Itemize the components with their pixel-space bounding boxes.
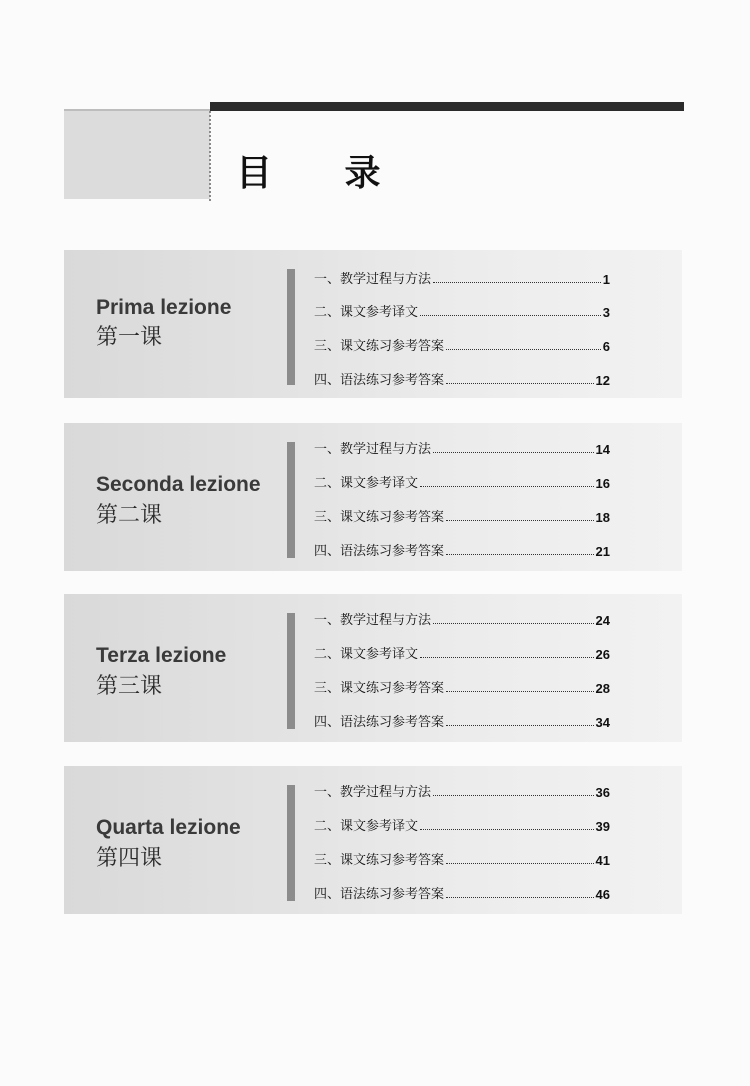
lesson-section (64, 423, 682, 571)
dot-leader (433, 795, 594, 796)
toc-entry-label: 一、教学过程与方法 (314, 442, 432, 457)
lesson-chinese-title: 第一课 (96, 325, 163, 350)
toc-entry-page: 12 (595, 373, 610, 388)
toc-entry-page: 46 (595, 887, 610, 902)
toc-entry-page: 26 (595, 647, 610, 662)
toc-entry[interactable] (314, 537, 610, 559)
header-rule-bar (210, 102, 684, 111)
header-dotted-divider (209, 111, 211, 201)
lesson-title: Seconda lezione (96, 473, 261, 496)
lesson-title: Prima lezione (96, 296, 232, 319)
toc-entry-page: 18 (595, 510, 610, 525)
lesson-section (64, 250, 682, 398)
lesson-section (64, 594, 682, 742)
toc-entry[interactable] (314, 366, 610, 388)
toc-entry-label: 四、语法练习参考答案 (314, 373, 445, 388)
toc-entry-page: 21 (595, 544, 610, 559)
toc-entry-page: 16 (595, 476, 610, 491)
header-gray-block (64, 111, 210, 199)
toc-entry-page: 36 (595, 785, 610, 800)
dot-leader (433, 623, 594, 624)
toc-entry[interactable] (314, 332, 610, 354)
toc-entry[interactable] (314, 469, 610, 491)
toc-entry[interactable] (314, 812, 610, 834)
lesson-chinese-title: 第四课 (96, 846, 163, 871)
lesson-title: Quarta lezione (96, 816, 241, 839)
toc-entry[interactable] (314, 880, 610, 902)
toc-entry[interactable] (314, 435, 610, 457)
toc-entry[interactable] (314, 503, 610, 525)
toc-entry[interactable] (314, 265, 610, 287)
toc-entry-page: 24 (595, 613, 610, 628)
section-vertical-bar (287, 785, 295, 901)
toc-entry[interactable] (314, 778, 610, 800)
dot-leader (420, 315, 601, 316)
dot-leader (446, 554, 594, 555)
dot-leader (433, 452, 594, 453)
toc-entry-label: 二、课文参考译文 (314, 305, 419, 320)
dot-leader (446, 725, 594, 726)
toc-entry-label: 三、课文练习参考答案 (314, 853, 445, 868)
toc-entry-page: 6 (602, 339, 610, 354)
section-vertical-bar (287, 269, 295, 385)
dot-leader (446, 863, 594, 864)
toc-entry-page: 3 (602, 305, 610, 320)
page-title: 目 录 (236, 153, 411, 194)
toc-entry-label: 二、课文参考译文 (314, 819, 419, 834)
toc-entry-label: 三、课文练习参考答案 (314, 681, 445, 696)
dot-leader (420, 657, 594, 658)
toc-entry[interactable] (314, 640, 610, 662)
dot-leader (420, 486, 594, 487)
toc-entry-label: 一、教学过程与方法 (314, 613, 432, 628)
dot-leader (446, 520, 594, 521)
toc-entry-label: 四、语法练习参考答案 (314, 715, 445, 730)
toc-entry-page: 39 (595, 819, 610, 834)
toc-entry-label: 四、语法练习参考答案 (314, 887, 445, 902)
section-vertical-bar (287, 613, 295, 729)
toc-entry-label: 一、教学过程与方法 (314, 785, 432, 800)
toc-entry-page: 34 (595, 715, 610, 730)
toc-entry-label: 二、课文参考译文 (314, 647, 419, 662)
toc-entry-label: 三、课文练习参考答案 (314, 339, 445, 354)
toc-entry-label: 一、教学过程与方法 (314, 272, 432, 287)
dot-leader (446, 897, 594, 898)
lesson-chinese-title: 第三课 (96, 674, 163, 699)
toc-entry-page: 28 (595, 681, 610, 696)
toc-entry-label: 三、课文练习参考答案 (314, 510, 445, 525)
toc-entry[interactable] (314, 708, 610, 730)
section-vertical-bar (287, 442, 295, 558)
toc-entry[interactable] (314, 606, 610, 628)
dot-leader (433, 282, 601, 283)
toc-entry[interactable] (314, 674, 610, 696)
toc-entry-page: 14 (595, 442, 610, 457)
dot-leader (446, 383, 594, 384)
toc-entry-label: 二、课文参考译文 (314, 476, 419, 491)
dot-leader (420, 829, 594, 830)
toc-entry-page: 1 (602, 272, 610, 287)
lesson-title: Terza lezione (96, 644, 227, 667)
dot-leader (446, 349, 601, 350)
lesson-section (64, 766, 682, 914)
toc-entry-page: 41 (595, 853, 610, 868)
toc-entry[interactable] (314, 298, 610, 320)
dot-leader (446, 691, 594, 692)
toc-entry[interactable] (314, 846, 610, 868)
lesson-chinese-title: 第二课 (96, 503, 163, 528)
toc-entry-label: 四、语法练习参考答案 (314, 544, 445, 559)
